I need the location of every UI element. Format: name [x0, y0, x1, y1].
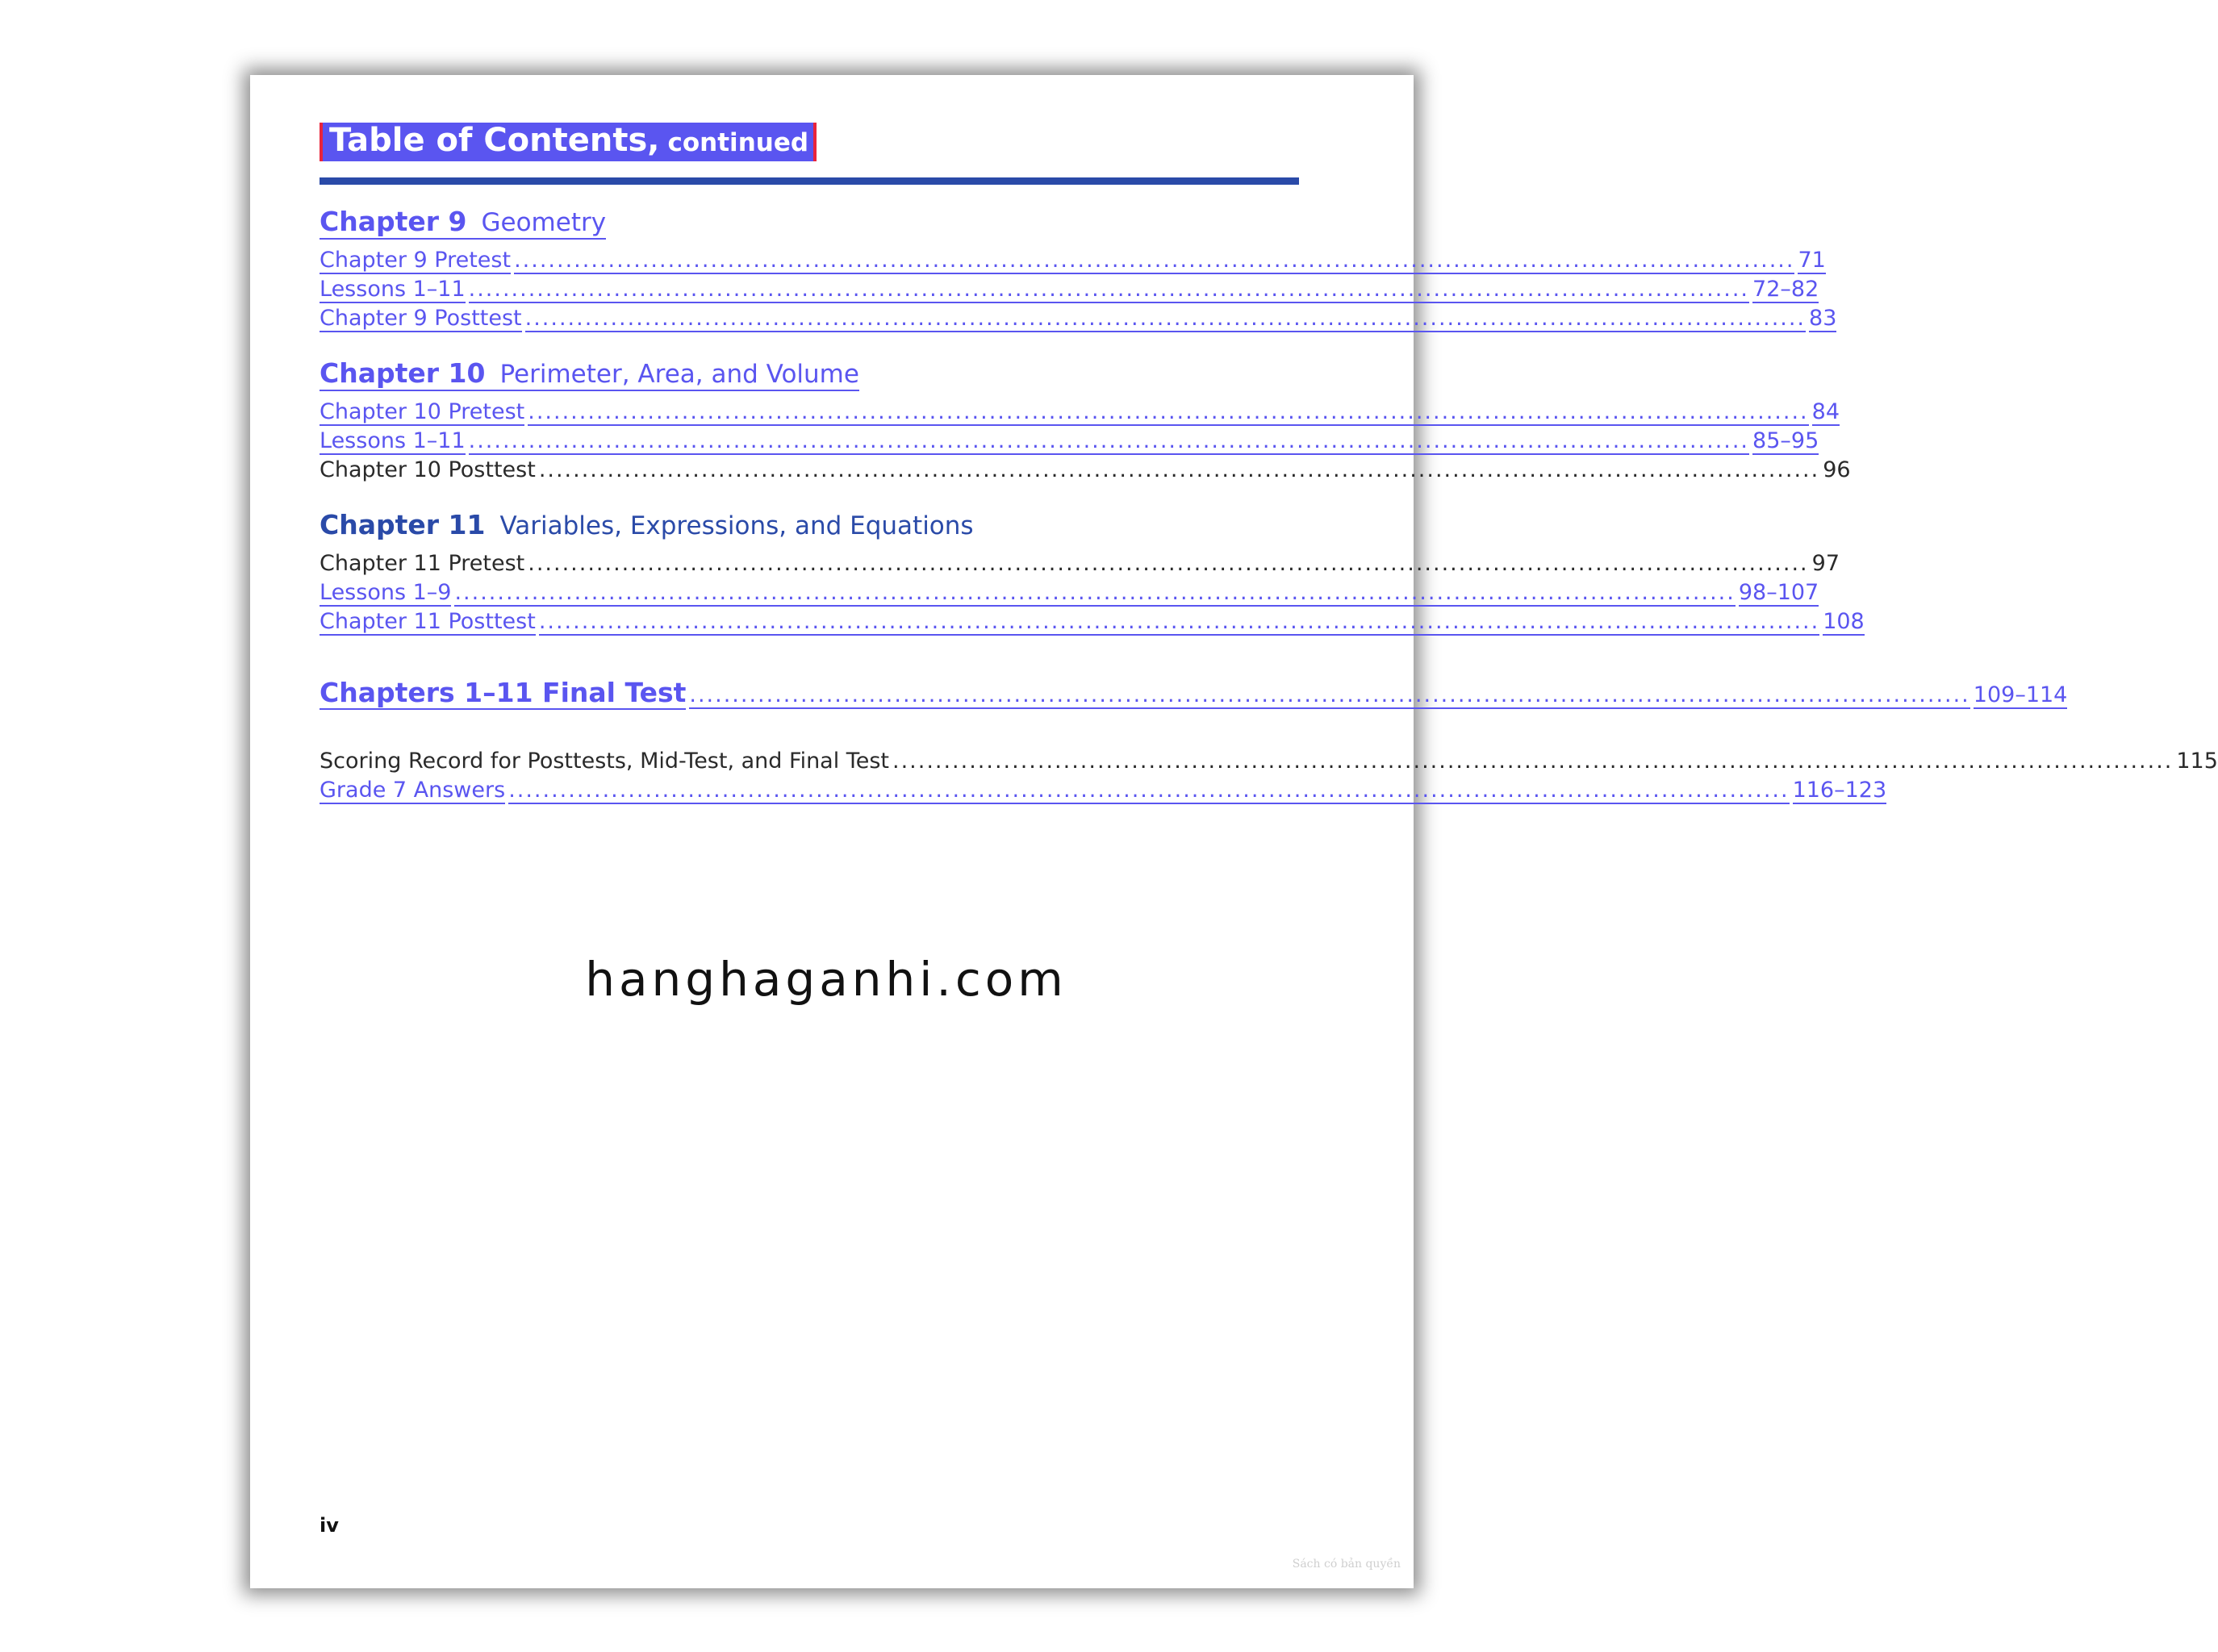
toc-entry-ch11-posttest[interactable] — [320, 609, 1865, 636]
entry-page: 97 — [1811, 551, 1840, 576]
chapter-9-heading[interactable] — [320, 206, 606, 240]
chapter-name: Perimeter, Area, and Volume — [499, 360, 859, 389]
entry-page: 108 — [1823, 609, 1865, 634]
toc-entry-scoring-record — [320, 749, 2218, 776]
toc-entry-final-test[interactable] — [320, 677, 2068, 712]
chapter-10-heading[interactable] — [320, 357, 859, 391]
chapter-number: Chapter 9 — [320, 206, 467, 237]
leader-dots: ...................................................................................................................................................... — [454, 580, 1736, 605]
toc-entry-ch9-posttest[interactable] — [320, 306, 1837, 333]
chapter-number: Chapter 10 — [320, 357, 486, 389]
entry-page: 109–114 — [1973, 682, 2068, 707]
entry-label: Lessons 1–11 — [320, 277, 466, 302]
toc-entry-ch10-lessons[interactable] — [320, 428, 1819, 456]
entry-page: 96 — [1823, 457, 1851, 482]
page-title-sub: continued — [667, 128, 809, 157]
document-page — [250, 75, 2218, 1588]
chapter-number: Chapter 11 — [320, 509, 486, 540]
watermark-text: hanghaganhi.com — [585, 952, 1067, 1007]
toc-entry-ch10-pretest[interactable] — [320, 399, 1840, 427]
page-title-main: Table of Contents, — [329, 122, 660, 159]
entry-page: 85–95 — [1752, 428, 1819, 453]
leader-dots: ...................................................................................................................................................... — [892, 749, 2174, 774]
entry-label: Chapters 1–11 Final Test — [320, 677, 687, 708]
title-divider — [320, 177, 1299, 185]
entry-label: Chapter 11 Pretest — [320, 551, 525, 576]
leader-dots: ...................................................................................................................................................... — [689, 682, 1970, 707]
toc-entry-ch10-posttest — [320, 457, 1851, 485]
toc-entry-answers[interactable] — [320, 778, 1887, 805]
entry-label: Lessons 1–11 — [320, 428, 466, 453]
leader-dots: ...................................................................................................................................................... — [528, 551, 1809, 576]
leader-dots: ...................................................................................................................................................... — [528, 399, 1809, 424]
toc-entry-ch9-pretest[interactable] — [320, 248, 1826, 275]
page-number: iv — [320, 1514, 339, 1537]
entry-label: Chapter 10 Pretest — [320, 399, 525, 424]
entry-label: Chapter 10 Posttest — [320, 457, 536, 482]
entry-page: 83 — [1809, 306, 1837, 331]
entry-label: Lessons 1–9 — [320, 580, 452, 605]
entry-page: 84 — [1811, 399, 1840, 424]
toc-entry-ch11-lessons[interactable] — [320, 580, 1819, 607]
entry-label: Chapter 9 Pretest — [320, 248, 512, 273]
leader-dots: ...................................................................................................................................................... — [468, 428, 1750, 453]
leader-dots: ...................................................................................................................................................... — [508, 778, 1790, 803]
entry-page: 115 — [2176, 749, 2218, 774]
leader-dots: ...................................................................................................................................................... — [538, 457, 1820, 482]
toc-entry-ch9-lessons[interactable] — [320, 277, 1819, 304]
chapter-11-heading — [320, 509, 974, 540]
entry-label: Grade 7 Answers — [320, 778, 506, 803]
copyright-note: Sách có bản quyền — [1292, 1558, 1401, 1571]
entry-page: 116–123 — [1792, 778, 1887, 803]
toc-entry-ch11-pretest — [320, 551, 1840, 578]
chapter-name: Geometry — [481, 208, 607, 237]
entry-page: 71 — [1798, 248, 1826, 273]
entry-page: 98–107 — [1738, 580, 1819, 605]
entry-label: Scoring Record for Posttests, Mid-Test, and Final Test — [320, 749, 889, 774]
leader-dots: ...................................................................................................................................................... — [514, 248, 1795, 273]
entry-label: Chapter 9 Posttest — [320, 306, 522, 331]
leader-dots: ...................................................................................................................................................... — [538, 609, 1820, 634]
chapter-name: Variables, Expressions, and Equations — [499, 511, 974, 540]
leader-dots: ...................................................................................................................................................... — [524, 306, 1807, 331]
page-title — [320, 123, 817, 161]
leader-dots: ...................................................................................................................................................... — [468, 277, 1750, 302]
entry-page: 72–82 — [1752, 277, 1819, 302]
entry-label: Chapter 11 Posttest — [320, 609, 536, 634]
